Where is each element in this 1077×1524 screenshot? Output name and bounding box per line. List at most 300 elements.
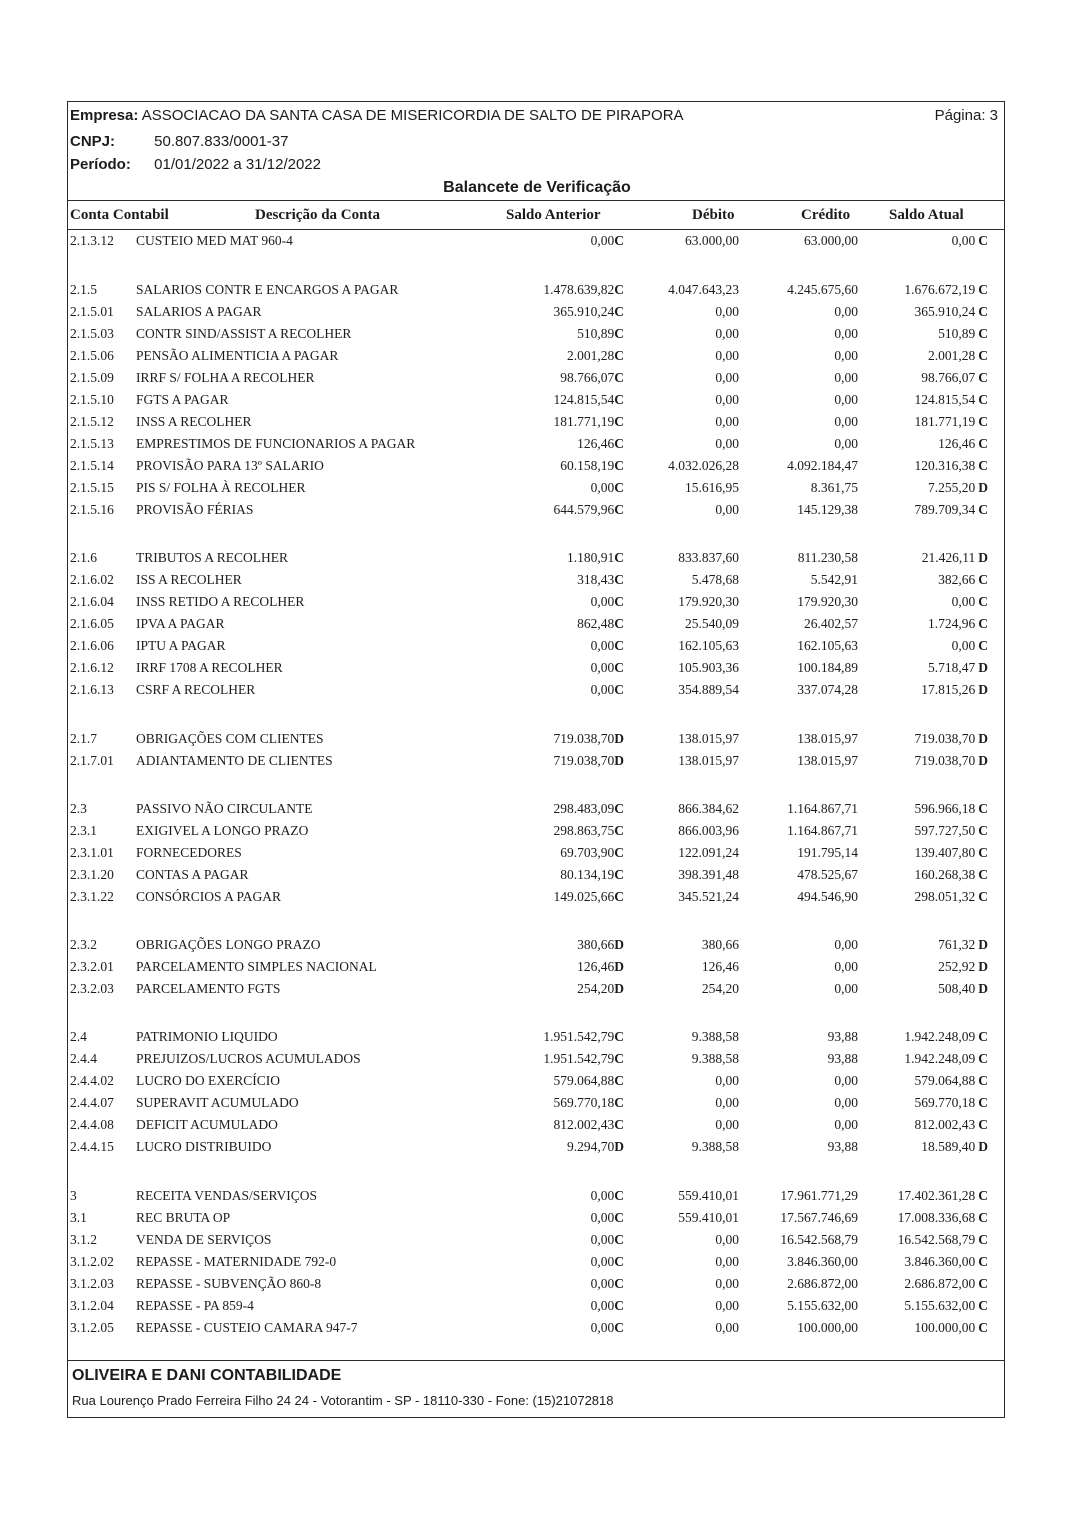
account-code-text: 2.3.1.22 <box>70 889 114 904</box>
empresa-line <box>70 107 684 124</box>
periodo-label: Período: <box>70 156 131 173</box>
balance-nature-flag: C <box>614 889 624 904</box>
saldo-anterior-value <box>591 230 624 252</box>
debito-value-text: 4.032.026,28 <box>668 458 739 473</box>
saldo-anterior-value-text: 579.064,88 <box>553 1073 615 1088</box>
balance-nature-flag: D <box>978 480 988 495</box>
balance-nature-flag: C <box>614 436 624 451</box>
balance-nature-flag: C <box>978 1276 988 1291</box>
credito-value <box>834 956 858 978</box>
debito-value <box>692 1026 739 1048</box>
table-row <box>68 477 1004 499</box>
debito-value <box>715 1092 739 1114</box>
debito-value <box>702 934 739 956</box>
balance-nature-flag: D <box>978 981 988 996</box>
saldo-atual-value <box>915 842 989 864</box>
balance-nature-flag: C <box>978 1210 988 1225</box>
saldo-anterior-value-text: 365.910,24 <box>553 304 615 319</box>
debito-value <box>715 433 739 455</box>
table-row <box>68 1317 1004 1339</box>
credito-value <box>787 1295 858 1317</box>
balance-nature-flag: C <box>614 414 624 429</box>
debito-value <box>715 301 739 323</box>
account-code-text: 2.4.4.15 <box>70 1139 114 1154</box>
account-code <box>70 1048 97 1070</box>
saldo-atual-value <box>915 1114 989 1136</box>
credito-value <box>834 1092 858 1114</box>
debito-value <box>715 1295 739 1317</box>
saldo-anterior-value-text: 60.158,19 <box>560 458 615 473</box>
account-code <box>70 1273 114 1295</box>
account-code <box>70 657 114 679</box>
balance-nature-flag: C <box>978 1298 988 1313</box>
credito-value <box>797 750 858 772</box>
account-description-text: CONTR SIND/ASSIST A RECOLHER <box>136 326 352 341</box>
account-description <box>136 1092 299 1114</box>
account-code <box>70 613 114 635</box>
account-code <box>70 367 114 389</box>
table-row <box>68 547 1004 569</box>
balance-nature-flag: D <box>978 937 988 952</box>
account-description <box>136 547 288 569</box>
saldo-atual-value-text: 126,46 <box>938 436 976 451</box>
credito-value <box>787 1273 858 1295</box>
account-code-text: 2.3.1.20 <box>70 867 114 882</box>
saldo-atual-value <box>938 569 988 591</box>
account-code <box>70 1026 87 1048</box>
saldo-anterior-value-text: 1.951.542,79 <box>543 1029 615 1044</box>
credito-value <box>787 1251 858 1273</box>
saldo-atual-value-text: 761,32 <box>938 937 976 952</box>
saldo-atual-value-text: 2.686.872,00 <box>904 1276 976 1291</box>
saldo-anterior-value-text: 126,46 <box>577 959 615 974</box>
saldo-atual-value <box>915 820 989 842</box>
credito-value-text: 0,00 <box>834 370 858 385</box>
table-row <box>68 499 1004 521</box>
account-description <box>136 367 315 389</box>
saldo-atual-value <box>915 455 989 477</box>
account-description-text: PREJUIZOS/LUCROS ACUMULADOS <box>136 1051 361 1066</box>
credito-value-text: 0,00 <box>834 304 858 319</box>
account-description-text: REPASSE - MATERNIDADE 792-0 <box>136 1254 337 1269</box>
saldo-atual-value-text: 719.038,70 <box>914 731 976 746</box>
saldo-atual-value-text: 569.770,18 <box>914 1095 976 1110</box>
table-row <box>68 820 1004 842</box>
account-code <box>70 934 97 956</box>
saldo-anterior-value-text: 0,00 <box>590 1298 615 1313</box>
saldo-atual-value <box>904 1048 988 1070</box>
saldo-anterior-value-text: 0,00 <box>590 1188 615 1203</box>
debito-value <box>668 455 739 477</box>
saldo-atual-value-text: 252,92 <box>938 959 976 974</box>
credito-value <box>797 728 858 750</box>
saldo-atual-value <box>915 798 989 820</box>
debito-value <box>715 367 739 389</box>
account-code-text: 2.1.6 <box>70 550 97 565</box>
cnpj-line <box>70 133 288 150</box>
empresa-name: ASSOCIACAO DA SANTA CASA DE MISERICORDIA DE SALTO DE PIRAPORA <box>141 107 684 124</box>
saldo-atual-value <box>928 345 988 367</box>
credito-value-text: 145.129,38 <box>797 502 858 517</box>
debito-value <box>678 864 739 886</box>
table-row <box>68 1114 1004 1136</box>
credito-value-text: 0,00 <box>834 937 858 952</box>
debito-value-text: 0,00 <box>715 1073 739 1088</box>
credito-value <box>797 679 858 701</box>
account-code-text: 3 <box>70 1188 77 1203</box>
debito-value-text: 254,20 <box>701 981 739 996</box>
saldo-anterior-value <box>577 433 624 455</box>
account-description <box>136 230 293 252</box>
saldo-atual-value <box>915 750 989 772</box>
debito-value-text: 126,46 <box>701 959 739 974</box>
saldo-atual-value-text: 3.846.360,00 <box>904 1254 976 1269</box>
saldo-atual-value <box>938 934 988 956</box>
debito-value <box>668 279 739 301</box>
saldo-anterior-value <box>554 411 625 433</box>
debito-value-text: 138.015,97 <box>678 753 739 768</box>
account-code-text: 2.1.5.10 <box>70 392 114 407</box>
saldo-atual-value-text: 5.155.632,00 <box>904 1298 976 1313</box>
balance-nature-flag: D <box>614 1139 624 1154</box>
table-row <box>68 728 1004 750</box>
credito-value-text: 179.920,30 <box>797 594 858 609</box>
debito-value-text: 0,00 <box>715 1276 739 1291</box>
saldo-atual-value-text: 298.051,32 <box>914 889 976 904</box>
account-description-text: REPASSE - CUSTEIO CAMARA 947-7 <box>136 1320 358 1335</box>
account-description <box>136 591 304 613</box>
account-code-text: 2.1.5.06 <box>70 348 114 363</box>
credito-value <box>804 230 858 252</box>
saldo-atual-value <box>915 886 989 908</box>
account-description-text: TRIBUTOS A RECOLHER <box>136 550 289 565</box>
debito-value <box>702 956 739 978</box>
balance-nature-flag: C <box>978 1254 988 1269</box>
account-description <box>136 934 321 956</box>
saldo-anterior-value <box>577 613 624 635</box>
saldo-atual-value <box>898 1207 988 1229</box>
credito-value-text: 5.155.632,00 <box>787 1298 858 1313</box>
credito-value-text: 494.546,90 <box>797 889 858 904</box>
account-code <box>70 1136 114 1158</box>
debito-value <box>715 411 739 433</box>
debito-value <box>715 1273 739 1295</box>
table-row <box>68 279 1004 301</box>
saldo-anterior-value-text: 0,00 <box>590 1276 615 1291</box>
account-description <box>136 1114 278 1136</box>
credito-value-text: 16.542.568,79 <box>780 1232 858 1247</box>
debito-value <box>678 635 739 657</box>
saldo-atual-value <box>952 591 988 613</box>
account-code <box>70 1092 114 1114</box>
credito-value <box>797 499 858 521</box>
col-saldo-atual: Saldo Atual <box>889 207 964 223</box>
debito-value-text: 398.391,48 <box>678 867 739 882</box>
account-code <box>70 569 114 591</box>
debito-value <box>715 1229 739 1251</box>
table-row <box>68 345 1004 367</box>
saldo-atual-value <box>928 477 988 499</box>
account-code-text: 2.4.4.02 <box>70 1073 114 1088</box>
table-row <box>68 569 1004 591</box>
credito-value-text: 17.961.771,29 <box>780 1188 858 1203</box>
credito-value <box>797 635 858 657</box>
saldo-atual-value-text: 124.815,54 <box>914 392 976 407</box>
balance-nature-flag: C <box>614 550 624 565</box>
credito-value-text: 4.245.675,60 <box>787 282 858 297</box>
credito-value-text: 0,00 <box>834 326 858 341</box>
account-code-text: 3.1.2 <box>70 1232 97 1247</box>
saldo-anterior-value-text: 0,00 <box>590 1254 615 1269</box>
debito-value-text: 354.889,54 <box>678 682 739 697</box>
credito-value <box>834 433 858 455</box>
accountant-address: Rua Lourenço Prado Ferreira Filho 24 24 - Votorantim - SP - 18110-330 - Fone: (15)21072818 <box>72 1393 614 1408</box>
saldo-anterior-value-text: 149.025,66 <box>553 889 615 904</box>
credito-value <box>834 345 858 367</box>
table-row <box>68 1048 1004 1070</box>
saldo-atual-value-text: 1.724,96 <box>928 616 976 631</box>
account-description <box>136 389 229 411</box>
saldo-atual-value-text: 100.000,00 <box>914 1320 976 1335</box>
table-row <box>68 1185 1004 1207</box>
account-description-text: IRRF 1708 A RECOLHER <box>136 660 283 675</box>
account-code <box>70 1229 97 1251</box>
table-row <box>68 934 1004 956</box>
saldo-anterior-value-text: 1.180,91 <box>567 550 615 565</box>
account-code <box>70 864 114 886</box>
balance-nature-flag: C <box>614 682 624 697</box>
saldo-atual-value <box>938 433 988 455</box>
saldo-anterior-value <box>591 1251 624 1273</box>
debito-value <box>715 1251 739 1273</box>
balance-nature-flag: C <box>978 304 988 319</box>
debito-value <box>678 798 739 820</box>
saldo-anterior-value-text: 298.483,09 <box>553 801 615 816</box>
saldo-anterior-value <box>543 279 624 301</box>
footer-rule <box>68 1360 1004 1361</box>
credito-value <box>787 798 858 820</box>
saldo-atual-value <box>904 1273 988 1295</box>
debito-value <box>692 569 739 591</box>
saldo-atual-value-text: 597.727,50 <box>914 823 976 838</box>
debito-value-text: 122.091,24 <box>678 845 739 860</box>
debito-value-text: 9.388,58 <box>691 1051 739 1066</box>
table-row <box>68 956 1004 978</box>
credito-value-text: 93,88 <box>827 1139 858 1154</box>
balance-nature-flag: C <box>978 616 988 631</box>
saldo-atual-value-text: 508,40 <box>938 981 976 996</box>
balance-nature-flag: C <box>978 1188 988 1203</box>
debito-value <box>692 1136 739 1158</box>
col-credito: Crédito <box>801 207 851 223</box>
periodo-line <box>70 156 321 173</box>
account-code <box>70 279 97 301</box>
debito-value <box>685 230 739 252</box>
saldo-anterior-value-text: 812.002,43 <box>553 1117 615 1132</box>
account-code <box>70 1295 114 1317</box>
saldo-anterior-value <box>543 1026 624 1048</box>
account-description-text: INSS A RECOLHER <box>136 414 252 429</box>
saldo-atual-value <box>904 279 988 301</box>
credito-value-text: 811.230,58 <box>797 550 858 565</box>
account-description <box>136 886 281 908</box>
balance-nature-flag: C <box>978 1320 988 1335</box>
saldo-anterior-value <box>577 978 624 1000</box>
account-description-text: CONSÓRCIOS A PAGAR <box>136 889 282 904</box>
account-code-text: 2.4 <box>70 1029 87 1044</box>
table-row <box>68 301 1004 323</box>
account-code <box>70 411 114 433</box>
debito-value-text: 162.105,63 <box>678 638 739 653</box>
account-description-text: IPTU A PAGAR <box>136 638 226 653</box>
balance-nature-flag: C <box>614 1051 624 1066</box>
table-row <box>68 1136 1004 1158</box>
balance-nature-flag: D <box>978 660 988 675</box>
table-row <box>68 433 1004 455</box>
account-code <box>70 547 97 569</box>
balance-nature-flag: C <box>614 845 624 860</box>
saldo-anterior-value-text: 1.951.542,79 <box>543 1051 615 1066</box>
account-code <box>70 389 114 411</box>
credito-value-text: 100.000,00 <box>797 1320 858 1335</box>
saldo-anterior-value-text: 9.294,70 <box>567 1139 615 1154</box>
col-conta: Conta Contabil <box>70 207 169 223</box>
credito-value <box>780 1207 858 1229</box>
credito-value-text: 17.567.746,69 <box>780 1210 858 1225</box>
balance-nature-flag: C <box>978 458 988 473</box>
saldo-atual-value-text: 17.815,26 <box>921 682 976 697</box>
account-description-text: ADIANTAMENTO DE CLIENTES <box>136 753 333 768</box>
debito-value-text: 15.616,95 <box>685 480 739 495</box>
saldo-atual-value-text: 16.542.568,79 <box>897 1232 976 1247</box>
credito-value <box>780 1229 858 1251</box>
credito-value <box>797 657 858 679</box>
saldo-anterior-value <box>554 1114 625 1136</box>
account-description-text: RECEITA VENDAS/SERVIÇOS <box>136 1188 317 1203</box>
saldo-anterior-value-text: 644.579,96 <box>553 502 615 517</box>
account-description-text: VENDA DE SERVIÇOS <box>136 1232 272 1247</box>
table-row <box>68 411 1004 433</box>
account-code-text: 2.1.5.16 <box>70 502 114 517</box>
account-description <box>136 1026 278 1048</box>
balance-nature-flag: C <box>614 326 624 341</box>
account-description-text: ISS A RECOLHER <box>136 572 242 587</box>
report-frame <box>67 101 1005 1418</box>
debito-value <box>715 1317 739 1339</box>
credito-value <box>828 1048 858 1070</box>
account-code-text: 2.4.4.08 <box>70 1117 114 1132</box>
saldo-atual-value <box>952 230 988 252</box>
credito-value-text: 5.542,91 <box>810 572 858 587</box>
debito-value-text: 559.410,01 <box>678 1188 739 1203</box>
table-row <box>68 886 1004 908</box>
credito-value <box>834 411 858 433</box>
table-row <box>68 455 1004 477</box>
account-description-text: IPVA A PAGAR <box>136 616 225 631</box>
debito-value <box>678 547 739 569</box>
debito-value-text: 0,00 <box>715 1232 739 1247</box>
account-code-text: 2.1.6.12 <box>70 660 114 675</box>
balance-nature-flag: C <box>614 480 624 495</box>
balance-nature-flag: C <box>614 1298 624 1313</box>
account-code-text: 2.1.6.05 <box>70 616 114 631</box>
debito-value <box>678 886 739 908</box>
debito-value-text: 63.000,00 <box>685 233 739 248</box>
account-code <box>70 345 114 367</box>
saldo-anterior-value <box>560 367 624 389</box>
balance-nature-flag: C <box>978 233 988 248</box>
balance-nature-flag: C <box>614 348 624 363</box>
balance-nature-flag: C <box>614 1029 624 1044</box>
credito-value-text: 162.105,63 <box>797 638 858 653</box>
debito-value-text: 866.003,96 <box>678 823 739 838</box>
debito-value-text: 0,00 <box>715 326 739 341</box>
saldo-anterior-value-text: 318,43 <box>577 572 615 587</box>
account-code-text: 2.3.1 <box>70 823 97 838</box>
account-description <box>136 1136 271 1158</box>
balance-nature-flag: C <box>978 889 988 904</box>
saldo-anterior-value <box>554 301 625 323</box>
table-row <box>68 1026 1004 1048</box>
credito-value <box>834 389 858 411</box>
account-description <box>136 345 338 367</box>
debito-value <box>715 1070 739 1092</box>
table-row <box>68 1207 1004 1229</box>
account-code-text: 2.1.7 <box>70 731 97 746</box>
debito-value-text: 9.388,58 <box>691 1029 739 1044</box>
saldo-anterior-value <box>554 750 625 772</box>
saldo-atual-value-text: 510,89 <box>938 326 976 341</box>
account-description <box>136 499 253 521</box>
saldo-anterior-value <box>591 1317 624 1339</box>
debito-value <box>678 820 739 842</box>
account-code-text: 2.1.5.12 <box>70 414 114 429</box>
debito-value-text: 179.920,30 <box>678 594 739 609</box>
balance-nature-flag: C <box>614 594 624 609</box>
balance-nature-flag: D <box>614 937 624 952</box>
saldo-anterior-value-text: 181.771,19 <box>553 414 615 429</box>
balance-nature-flag: C <box>614 502 624 517</box>
credito-value-text: 0,00 <box>834 414 858 429</box>
account-description <box>136 956 377 978</box>
account-code <box>70 323 114 345</box>
balance-nature-flag: C <box>978 1095 988 1110</box>
saldo-atual-value-text: 2.001,28 <box>928 348 976 363</box>
table-row <box>68 613 1004 635</box>
saldo-anterior-value <box>591 1185 624 1207</box>
account-description-text: PIS S/ FOLHA À RECOLHER <box>136 480 306 495</box>
balance-nature-flag: C <box>978 572 988 587</box>
account-code <box>70 499 114 521</box>
credito-value <box>797 591 858 613</box>
balance-nature-flag: D <box>978 959 988 974</box>
credito-value <box>780 1185 858 1207</box>
debito-value <box>715 345 739 367</box>
account-description-text: PENSÃO ALIMENTICIA A PAGAR <box>136 348 339 363</box>
account-description-text: INSS RETIDO A RECOLHER <box>136 594 305 609</box>
credito-value <box>797 1317 858 1339</box>
debito-value-text: 5.478,68 <box>691 572 739 587</box>
saldo-atual-value-text: 98.766,07 <box>921 370 976 385</box>
report-title: Balancete de Verificação <box>443 179 631 196</box>
credito-value <box>797 886 858 908</box>
saldo-atual-value <box>915 1092 989 1114</box>
credito-value-text: 63.000,00 <box>804 233 858 248</box>
credito-value <box>828 1026 858 1048</box>
saldo-anterior-value <box>554 1092 625 1114</box>
saldo-anterior-value <box>554 820 625 842</box>
credito-value-text: 337.074,28 <box>797 682 858 697</box>
